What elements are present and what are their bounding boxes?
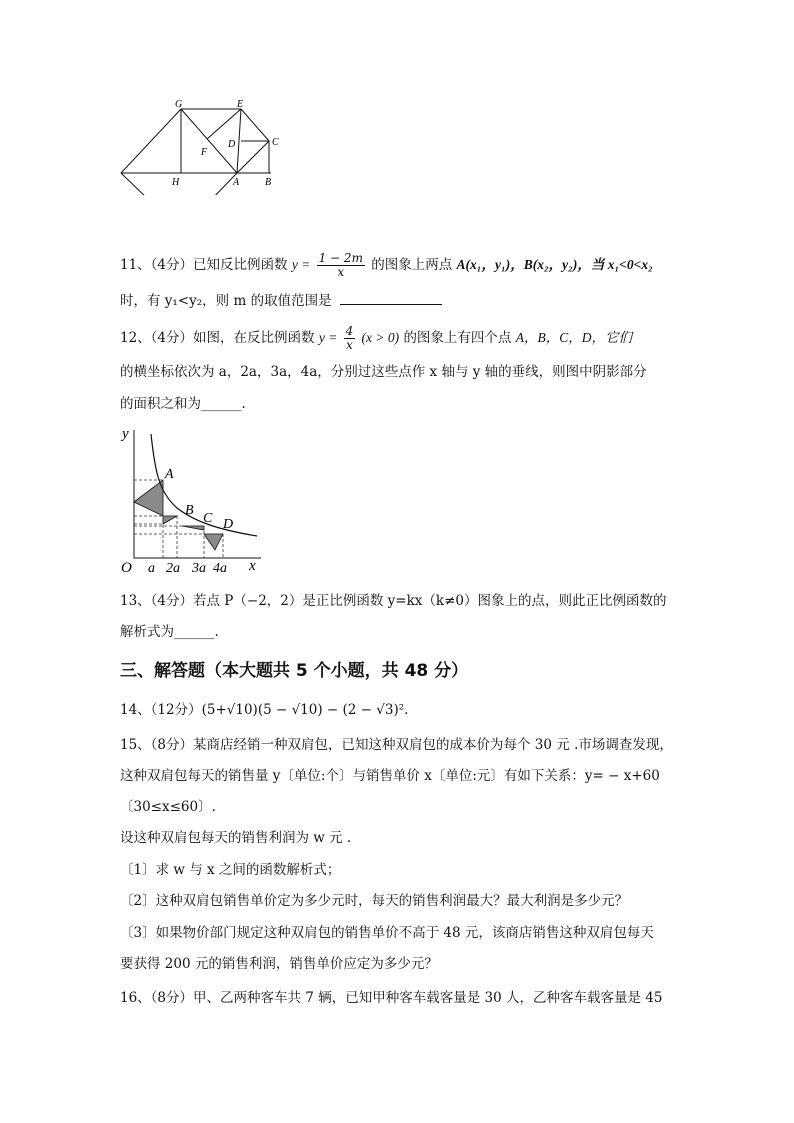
q12-line3: 的面积之和为______. <box>120 396 246 412</box>
q15-sub3b: 要获得 200 元的销售利润，销售单价应定为多少元？ <box>120 956 438 972</box>
edge-EC <box>241 109 269 141</box>
edge-lower-right <box>181 173 237 195</box>
label-H: H <box>172 177 180 188</box>
q11-mid: 的图象上两点 <box>371 257 453 273</box>
q15-sub2: 〔2〕这种双肩包销售单价定为多少元时，每天的销售利润最大？最大利润是多少元？ <box>120 893 629 909</box>
edge-left-upper <box>121 109 181 173</box>
q16-line1: 16、（8分）甲、乙两种客车共 7 辆，已知甲种客车载客量是 30 人，乙种客车载客量是 45 <box>120 990 663 1006</box>
point-C-label: C <box>203 511 213 526</box>
point-A-label: A <box>165 467 174 482</box>
q11-line1 <box>120 252 653 279</box>
label-A: A <box>233 177 240 188</box>
q11-frac-num: 1 − 2m <box>318 251 363 265</box>
edge-AC <box>237 141 269 173</box>
q12-y-eq: y = <box>318 330 338 345</box>
q11-range-text: 时，有 y₁<y₂，则 m 的取值范围是 <box>120 293 332 309</box>
label-G: G <box>175 99 183 110</box>
tick-3a: 3a <box>192 561 206 576</box>
origin-label: O <box>121 560 132 576</box>
q12-line2: 的横坐标依次为 a，2a，3a，4a，分别过这些点作 x 轴与 y 轴的垂线，则图中阴影部分 <box>120 364 647 380</box>
q11-points: A(x₁，y₁)，B(x₂，y₂)，当 x₁<0<x₂ <box>456 257 653 272</box>
shaded-region-D <box>204 534 223 550</box>
q15-line4: 设这种双肩包每天的销售利润为 w 元 . <box>120 830 352 846</box>
q11-y-eq: y = <box>291 257 311 272</box>
edge-FE <box>207 109 241 139</box>
edge-EA <box>237 109 241 173</box>
tick-2a: 2a <box>166 561 180 576</box>
y-axis-label: y <box>122 426 129 442</box>
q14-line: 14、（12分）(5+√10)(5 − √10) − (2 − √3)². <box>120 702 409 718</box>
label-B: B <box>265 177 272 188</box>
q12-frac-num: 4 <box>345 324 354 338</box>
q12-fraction <box>344 325 356 352</box>
answer-blank[interactable] <box>340 290 442 305</box>
point-B-label: B <box>185 503 194 518</box>
q12-condition: (x > 0) <box>361 330 400 345</box>
tick-4a: 4a <box>213 561 227 576</box>
q13-line2: 解析式为______. <box>120 624 219 640</box>
q11-fraction <box>317 252 365 279</box>
q13-line1: 13、（4分）若点 P（−2，2）是正比例函数 y=kx（k≠0）图象上的点，则此正比例函数的 <box>120 593 667 609</box>
q12-intro: 12、（4分）如图，在反比例函数 <box>120 330 315 346</box>
label-E: E <box>237 99 244 110</box>
q12-line1 <box>120 325 632 352</box>
q11-intro: 11、（4分）已知反比例函数 <box>120 257 288 273</box>
q12-frac-den: x <box>346 338 353 352</box>
tick-a: a <box>148 561 155 576</box>
x-axis-label: x <box>249 558 256 574</box>
q15-line1: 15、（8分）某商店经销一种双肩包，已知这种双肩包的成本价为每个 30 元 .市场调查发现， <box>120 737 673 753</box>
shaded-region-B <box>163 516 177 524</box>
shaded-region-C <box>182 526 204 530</box>
label-C: C <box>272 137 279 148</box>
point-D-label: D <box>223 517 234 532</box>
q12-points: A，B，C，D，它们 <box>515 330 632 345</box>
label-F: F <box>201 147 208 158</box>
q15-sub3a: 〔3〕如果物价部门规定这种双肩包的销售单价不高于 48 元，该商店销售这种双肩包每天 <box>120 925 654 941</box>
q12-mid: 的图象上有四个点 <box>403 330 512 346</box>
q15-line3: 〔30≤x≤60〕. <box>120 799 216 815</box>
q11-line2 <box>120 290 442 311</box>
shaded-region-A <box>134 480 163 516</box>
hyperbola-graph <box>115 422 265 577</box>
q15-sub1: 〔1〕求 w 与 x 之间的函数解析式； <box>120 862 341 878</box>
q15-line2: 这种双肩包每天的销售量 y〔单位:个〕与销售单价 x〔单位:元〕有如下关系：y= − x+60 <box>120 768 660 784</box>
geometry-figure <box>115 95 290 195</box>
label-D: D <box>228 139 236 150</box>
q11-frac-den: x <box>337 265 345 279</box>
section-title: 三、解答题（本大题共 5 个小题，共 48 分） <box>120 661 469 681</box>
